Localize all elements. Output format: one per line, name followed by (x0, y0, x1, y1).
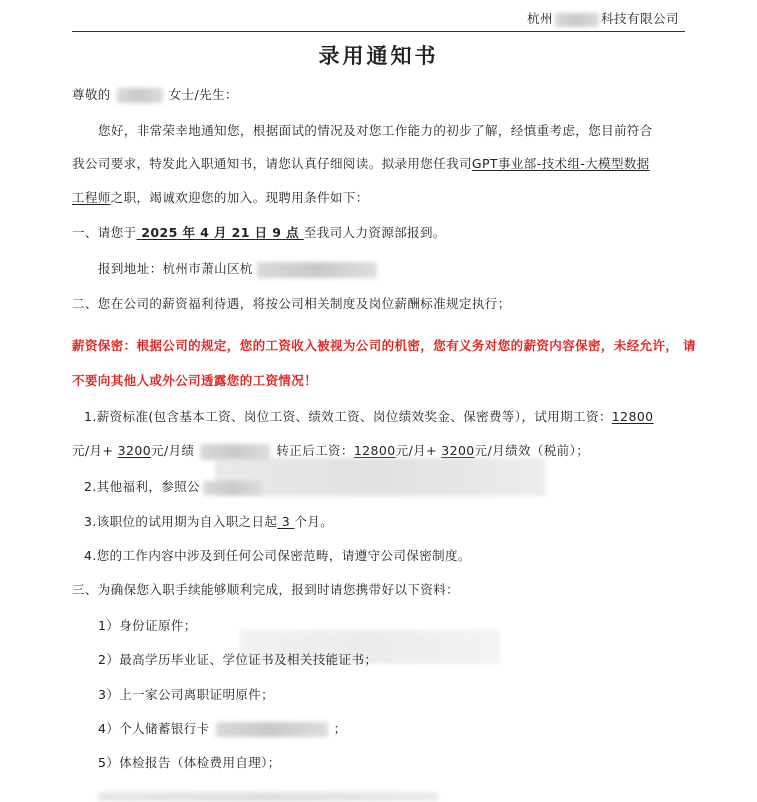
report-date-line: 一、请您于 2025 年 4 月 21 日 9 点 至我司人力资源部报到。 (72, 225, 446, 240)
document-item-5: 5）体检报告（体检费用自理）； (98, 755, 281, 770)
document-item-3: 3）上一家公司离职证明原件； (98, 687, 275, 702)
trial-base-salary: 12800 (611, 409, 654, 424)
document-item-1: 1）身份证原件； (98, 618, 197, 633)
documents-section-heading: 三、为确保您入职手续能够顺利完成，报到时请您携带好以下资料： (72, 582, 460, 597)
probation-months: 3 (281, 514, 291, 529)
salary-standard-line-2: 元/月+ 3200元/月绩 转正后工资：12800元/月+ 3200元/月绩效（税前）； (72, 443, 590, 458)
redacted-address (257, 262, 377, 278)
cut-off-text (98, 792, 438, 802)
salary-section-heading: 二、您在公司的薪资福利待遇，将按公司相关制度及岗位薪酬标准规定执行； (72, 296, 511, 311)
report-address: 报到地址：杭州市萧山区杭 (98, 259, 377, 278)
confidentiality-notice: 4.您的工作内容中涉及到任何公司保密范畴，请遵守公司保密制度。 (84, 548, 471, 563)
company-name-header: 杭州 科技有限公司 (526, 11, 679, 26)
trial-performance-salary: 3200 (117, 443, 152, 458)
job-position: GPT事业部-技术组-大模型数据 (471, 156, 650, 171)
formal-performance-salary: 3200 (441, 443, 475, 458)
intro-line-1: 您好，非常荣幸地通知您，根据面试的情况及对您工作能力的初步了解，经慎重考虑，您目前符合 (98, 123, 653, 138)
formal-base-salary: 12800 (353, 443, 396, 458)
redacted-block (215, 458, 545, 496)
intro-line-3: 工程师之职，竭诚欢迎您的加入。现聘用条件如下： (72, 190, 369, 205)
salary-standard-line-1: 1.薪资标准(包含基本工资、岗位工资、绩效工资、岗位绩效奖金、保密费等），试用期工资：12800 (84, 409, 654, 424)
intro-line-2: 我公司要求，特发此入职通知书，请您认真仔细阅读。拟录用您任我司GPT事业部-技术组-大模型数据 (72, 156, 650, 171)
document-item-4: 4）个人储蓄银行卡 ； (98, 721, 347, 736)
probation-period: 3.该职位的试用期为自入职之日起 3 个月。 (84, 514, 334, 529)
header-divider (72, 31, 685, 32)
salary-confidential-line-2: 不要向其他人或外公司透露您的工资情况！ (72, 373, 318, 388)
redacted-recipient-name (117, 88, 163, 103)
other-benefits: 2.其他福利，参照公 (84, 477, 263, 495)
document-title: 录用通知书 (318, 44, 439, 68)
redacted-bank-detail (216, 722, 328, 737)
report-date: 2025 年 4 月 21 日 9 点 (141, 225, 300, 240)
redacted-benefits (203, 481, 263, 495)
document-item-2: 2）最高学历毕业证、学位证书及相关技能证书； (98, 652, 378, 667)
greeting: 尊敬的 女士/先生： (72, 87, 238, 102)
redacted-company-name (555, 13, 599, 27)
salary-confidential-line-1: 薪资保密：根据公司的规定，您的工资收入被视为公司的机密，您有义务对您的薪资内容保密，未经允许， 请 (72, 338, 696, 353)
